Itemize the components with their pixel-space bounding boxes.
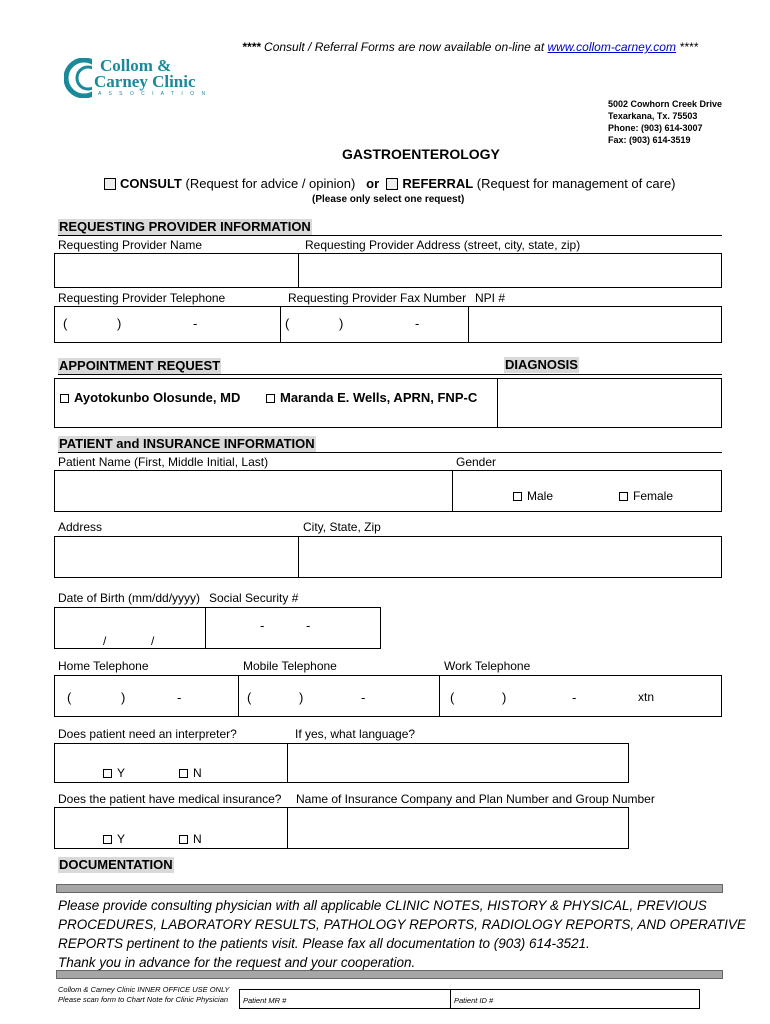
city-state-zip-label: City, State, Zip <box>303 520 381 534</box>
logo-line-1: Collom & <box>100 56 172 75</box>
olosunde-label: Ayotokunbo Olosunde, MD <box>74 390 241 405</box>
home-paren-close: ) <box>121 690 126 705</box>
patient-address-field[interactable] <box>54 536 299 578</box>
language-field[interactable] <box>287 743 629 783</box>
tel-paren-open: ( <box>63 316 68 331</box>
work-paren-open: ( <box>450 690 455 705</box>
banner-stars: **** <box>242 40 261 54</box>
referral-label: REFERRAL <box>402 176 474 191</box>
office-use-note <box>58 985 229 1005</box>
insurance-name-label: Name of Insurance Company and Plan Number and Group Number <box>296 792 655 806</box>
mobile-tel-field[interactable] <box>238 675 440 717</box>
mobile-dash: - <box>361 690 366 705</box>
appointment-section-heading: APPOINTMENT REQUEST <box>59 358 221 373</box>
provider-tel-label: Requesting Provider Telephone <box>58 291 226 305</box>
appointment-heading-rule <box>58 374 722 375</box>
mobile-tel-label: Mobile Telephone <box>243 659 337 673</box>
home-paren-open: ( <box>67 690 72 705</box>
address-street: 5002 Cowhorn Creek Drive <box>608 99 723 109</box>
patient-heading-rule <box>58 452 722 453</box>
olosunde-checkbox[interactable] <box>60 394 69 403</box>
interpreter-no-checkbox[interactable] <box>179 769 188 778</box>
consult-desc: (Request for advice / opinion) <box>185 176 356 191</box>
gender-male-option[interactable] <box>513 489 553 503</box>
address-city: Texarkana, Tx. 75503 <box>608 111 698 121</box>
insurance-no-checkbox[interactable] <box>179 835 188 844</box>
wells-label: Maranda E. Wells, APRN, FNP-C <box>280 390 478 405</box>
gender-box <box>452 470 722 512</box>
insurance-yes-option[interactable] <box>103 832 125 846</box>
work-tel-field[interactable] <box>439 675 722 717</box>
provider-fax-field[interactable] <box>280 306 469 343</box>
home-tel-field[interactable] <box>54 675 239 717</box>
interpreter-yes-checkbox[interactable] <box>103 769 112 778</box>
fax-paren-open: ( <box>285 316 290 331</box>
website-link[interactable]: www.collom-carney.com <box>547 40 676 54</box>
work-dash: - <box>572 690 577 705</box>
gender-label: Gender <box>456 455 497 469</box>
patient-mr-label: Patient MR # <box>243 996 287 1005</box>
banner-suffix: **** <box>675 40 698 54</box>
female-checkbox[interactable] <box>619 492 628 501</box>
work-tel-label: Work Telephone <box>444 659 531 673</box>
interpreter-question: Does patient need an interpreter? <box>58 727 237 741</box>
patient-name-field[interactable] <box>54 470 453 512</box>
interpreter-yes-option[interactable] <box>103 766 125 780</box>
office-line-2: Please scan form to Chart Note for Clinic Physician <box>58 995 229 1004</box>
patient-id-label: Patient ID # <box>454 996 494 1005</box>
documentation-heading: DOCUMENTATION <box>59 857 173 872</box>
mobile-paren-open: ( <box>247 690 252 705</box>
ssn-dash-1: - <box>260 618 265 633</box>
provider-tel-field[interactable] <box>54 306 281 343</box>
work-extension-label: xtn <box>638 690 655 704</box>
office-line-1: Collom & Carney Clinic INNER OFFICE USE ONLY <box>58 985 230 994</box>
tel-dash: - <box>193 316 198 331</box>
dob-sep-1: / <box>103 634 107 648</box>
interpreter-box <box>54 743 288 783</box>
home-tel-label: Home Telephone <box>58 659 149 673</box>
insurance-question: Does the patient have medical insurance? <box>58 792 282 806</box>
interpreter-no-option[interactable] <box>179 766 202 780</box>
top-banner <box>242 40 698 54</box>
referral-desc: (Request for management of care) <box>476 176 676 191</box>
home-dash: - <box>177 690 182 705</box>
documentation-bottom-bar <box>56 970 723 979</box>
provider-heading-rule <box>58 235 722 236</box>
address-label: Address <box>58 520 103 534</box>
male-label: Male <box>527 489 554 503</box>
provider-section-heading: REQUESTING PROVIDER INFORMATION <box>59 219 311 234</box>
insurance-box <box>54 807 288 849</box>
diagnosis-field[interactable] <box>497 378 722 428</box>
provider-name-label: Requesting Provider Name <box>58 238 203 252</box>
referral-checkbox[interactable] <box>386 178 398 190</box>
diagnosis-heading: DIAGNOSIS <box>505 357 578 372</box>
insurance-no-label: N <box>193 832 202 846</box>
appointment-option-wells[interactable] <box>266 390 477 405</box>
documentation-top-bar <box>56 884 723 893</box>
documentation-line-4: Thank you in advance for the request and your cooperation. <box>58 955 416 970</box>
insurance-no-option[interactable] <box>179 832 202 846</box>
or-label: or <box>366 176 380 191</box>
tel-paren-close: ) <box>117 316 122 331</box>
patient-mr-field[interactable] <box>239 989 451 1009</box>
provider-npi-label: NPI # <box>475 291 506 305</box>
request-type-row <box>104 176 676 191</box>
ssn-field[interactable] <box>205 607 381 649</box>
ssn-dash-2: - <box>306 618 311 633</box>
provider-address-field[interactable] <box>298 253 722 288</box>
documentation-text <box>58 896 746 972</box>
address-phone: Phone: (903) 614-3007 <box>608 123 703 133</box>
ssn-label: Social Security # <box>209 591 299 605</box>
documentation-line-3: REPORTS pertinent to the patients visit. Please fax all documentation to (903) 614-3521. <box>58 936 590 951</box>
fax-dash: - <box>415 316 420 331</box>
fax-paren-close: ) <box>339 316 344 331</box>
wells-checkbox[interactable] <box>266 394 275 403</box>
patient-csz-field[interactable] <box>298 536 722 578</box>
logo-line-2: Carney Clinic <box>94 72 196 91</box>
work-paren-close: ) <box>502 690 507 705</box>
provider-address-label: Requesting Provider Address (street, city, state, zip) <box>305 238 581 252</box>
provider-npi-field[interactable] <box>468 306 722 343</box>
female-label: Female <box>633 489 674 503</box>
male-checkbox[interactable] <box>513 492 522 501</box>
request-note: (Please only select one request) <box>312 194 465 205</box>
clinic-address <box>608 98 722 146</box>
gender-female-option[interactable] <box>619 489 673 503</box>
insurance-name-field[interactable] <box>287 807 629 849</box>
mobile-paren-close: ) <box>299 690 304 705</box>
banner-text: Consult / Referral Forms are now available on-line at <box>264 40 548 54</box>
insurance-yes-label: Y <box>117 832 126 846</box>
interpreter-no-label: N <box>193 766 202 780</box>
address-fax: Fax: (903) 614-3519 <box>608 135 691 145</box>
patient-id-field[interactable] <box>450 989 700 1009</box>
language-question: If yes, what language? <box>295 727 416 741</box>
consult-label: CONSULT <box>120 176 182 191</box>
dob-sep-2: / <box>151 634 155 648</box>
logo-subtitle: A S S O C I A T I O N <box>98 91 209 97</box>
form-title: GASTROENTEROLOGY <box>342 146 500 162</box>
appointment-option-olosunde[interactable] <box>60 390 240 405</box>
dob-label: Date of Birth (mm/dd/yyyy) <box>58 591 201 605</box>
consult-checkbox[interactable] <box>104 178 116 190</box>
dob-field[interactable] <box>54 607 206 649</box>
provider-name-field[interactable] <box>54 253 299 288</box>
provider-fax-label: Requesting Provider Fax Number <box>288 291 467 305</box>
documentation-line-2: PROCEDURES, LABORATORY RESULTS, PATHOLOGY REPORTS, RADIOLOGY REPORTS, AND OPERATIVE <box>58 917 746 932</box>
insurance-yes-checkbox[interactable] <box>103 835 112 844</box>
documentation-line-1: Please provide consulting physician with all applicable CLINIC NOTES, HISTORY & PHYSICAL, PREVIOUS <box>58 898 707 913</box>
interpreter-yes-label: Y <box>117 766 126 780</box>
clinic-logo <box>64 56 224 102</box>
patient-name-label: Patient Name (First, Middle Initial, Last) <box>58 455 269 469</box>
patient-section-heading: PATIENT and INSURANCE INFORMATION <box>59 436 315 451</box>
